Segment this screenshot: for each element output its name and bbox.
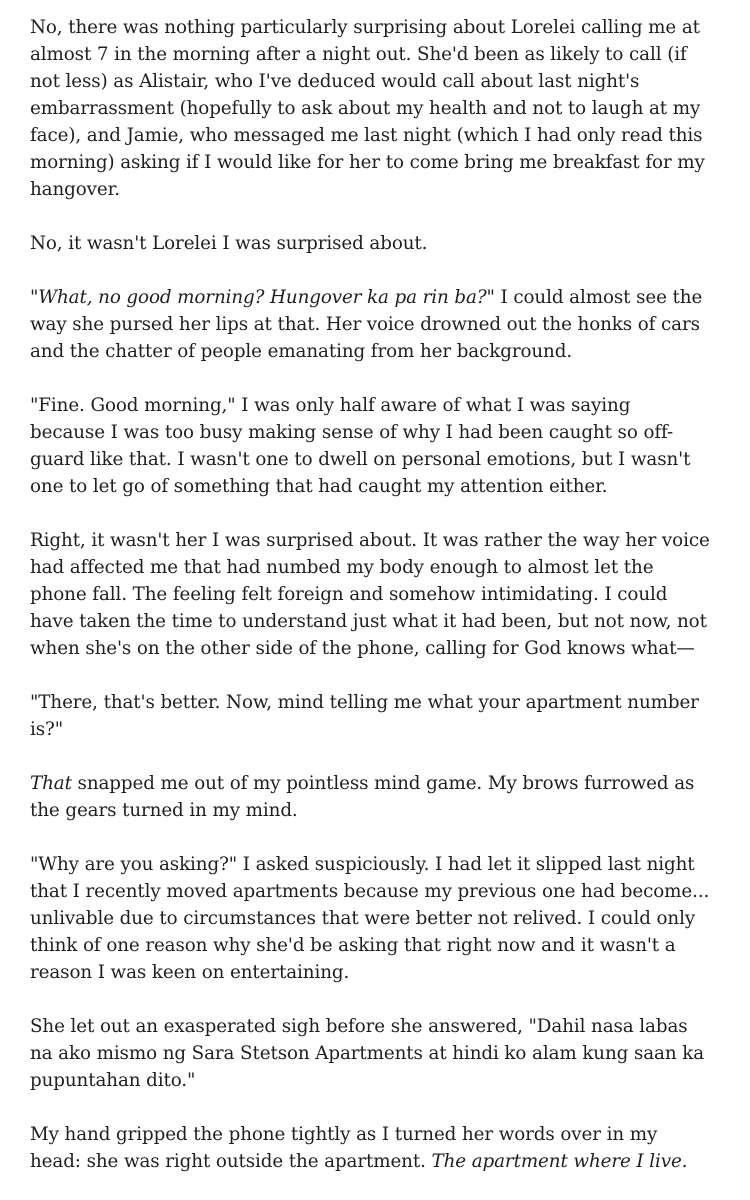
paragraph-text: "There, that's better. Now, mind telling me what your apartment number is?" <box>30 692 699 740</box>
paragraph <box>30 1013 710 1094</box>
paragraph <box>30 527 710 662</box>
paragraph-text: No, it wasn't Lorelei I was surprised about. <box>30 233 428 254</box>
paragraph-text: No, there was nothing particularly surprising about Lorelei calling me at almost 7 in the morning after a night out. She'd been as likely to call (if not less) as Alistair, who I've deduced would call about last night's embarrassment (hopefully to ask about my health and not to laugh at my face), and Jamie, who messaged me last night (which I had only read this morning) asking if I would like for her to come bring me breakfast for my hangover. <box>30 17 705 200</box>
paragraph <box>30 1121 710 1175</box>
dialogue-italic: "What, no good morning? Hungover ka pa rin ba?" <box>30 287 495 308</box>
paragraph-text: snapped me out of my pointless mind game. My brows furrowed as the gears turned in my mind. <box>30 773 695 821</box>
emphasis-italic: The apartment where I live. <box>431 1151 688 1172</box>
paragraph-text: "Fine. Good morning," I was only half aware of what I was saying because I was too busy making sense of why I had been caught so off-guard like that. I wasn't one to dwell on personal emotions, but I wasn't one to let go of something that had caught my attention either. <box>30 395 691 497</box>
paragraph <box>30 230 710 257</box>
paragraph <box>30 851 710 986</box>
paragraph <box>30 770 710 824</box>
paragraph-text: I could almost see the way she pursed her lips at that. Her voice drowned out the honks of cars and the chatter of people emanating from her background. <box>30 287 703 362</box>
paragraph <box>30 689 710 743</box>
paragraph <box>30 392 710 500</box>
paragraph-text: My hand gripped the phone tightly as I turned her words over in my head: she was right outside the apartment. <box>30 1124 658 1172</box>
paragraph-text: She let out an exasperated sigh before she answered, "Dahil nasa labas na ako mismo ng Sara Stetson Apartments at hindi ko alam kung saan ka pupuntahan dito." <box>30 1016 704 1091</box>
paragraph <box>30 284 710 365</box>
paragraph <box>30 14 710 203</box>
emphasis-italic: That <box>30 773 72 794</box>
paragraph-text: "Why are you asking?" I asked suspiciously. I had let it slipped last night that I recently moved apartments because my previous one had become... unlivable due to circumstances that were better not relived. I could only think of one reason why she'd be asking that right now and it wasn't a reason I was keen on entertaining. <box>30 854 710 983</box>
paragraph-text: Right, it wasn't her I was surprised about. It was rather the way her voice had affected me that had numbed my body enough to almost let the phone fall. The feeling felt foreign and somehow intimidating. I could have taken the time to understand just what it had been, but not now, not when she's on the other side of the phone, calling for God knows what— <box>30 530 710 659</box>
